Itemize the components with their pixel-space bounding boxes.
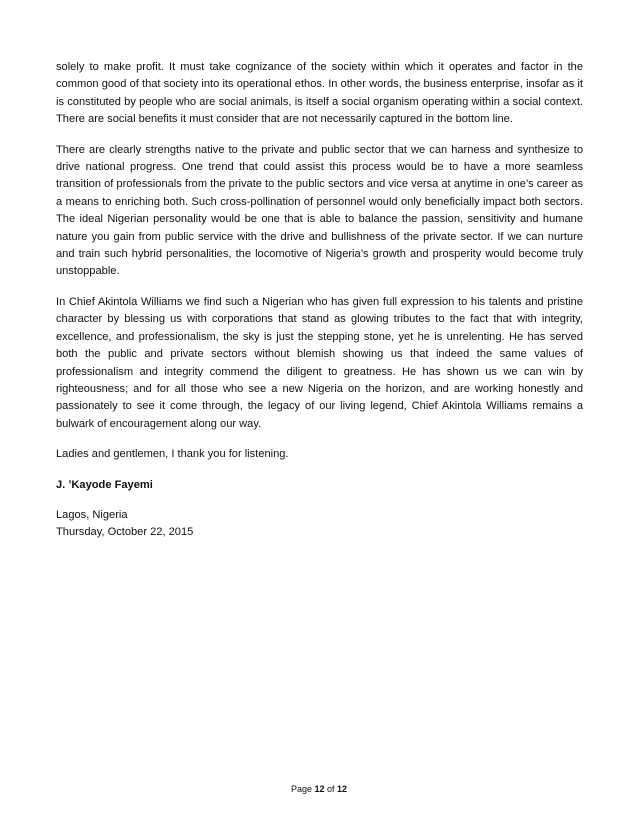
page-word: Page (290, 784, 312, 794)
total-pages-number: 12 (337, 784, 348, 794)
closing-line: Ladies and gentlemen, I thank you for listening. (56, 448, 289, 461)
of-word: of (327, 784, 335, 794)
paragraph-3: In Chief Akintola Williams we find such a Nigerian who has given full expression to his talents and pristine character by blessing us with corporations that stand as glowing tributes to the fact that with integrity, excellence, and professionalism, the sky is just the stepping stone, yet he is unrelenting. He has served both the public and private sectors without blemish showing us that indeed the same values of professionalism and integrity commend the diligent to greatness. He has shown us we can win by righteousness; and for all those who see a new Nigeria on the horizon, and are working honestly and passionately to see it come through, the legacy of our living legend, Chief Akintola Williams remains a bulwark of encouragement along our way. (56, 295, 583, 430)
paragraph-1: solely to make profit. It must take cognizance of the society within which it operates and factor in the common good of that society into its operational ethos. In other words, the business enterprise, insofar as it is constituted by people who are social animals, is itself a social organism operating within a social context. There are social benefits it must consider that are not necessarily captured in the bottom line. (56, 61, 583, 126)
document-body (56, 59, 583, 542)
location: Lagos, Nigeria (56, 508, 128, 521)
current-page-number: 12 (314, 784, 325, 794)
paragraph-2: There are clearly strengths native to the private and public sector that we can harness and synthesize to drive national progress. One trend that could assist this process would be to have a more seamless transition of professionals from the private to the public sectors and vice versa at anytime in one’s career as a means to enriching both. Such cross-pollination of personnel would only beneficially impact both sectors. The ideal Nigerian personality would be one that is able to balance the passion, sensitivity and humane nature you gain from public service with the drive and bullishness of the private sector. If we can nurture and train such hybrid personalities, the locomotive of Nigeria’s growth and prosperity would become truly unstoppable. (56, 143, 584, 278)
date: Thursday, October 22, 2015 (56, 526, 194, 539)
signature-block (56, 507, 583, 542)
page-footer (0, 784, 638, 794)
signature-name: J. ’Kayode Fayemi (56, 478, 153, 491)
